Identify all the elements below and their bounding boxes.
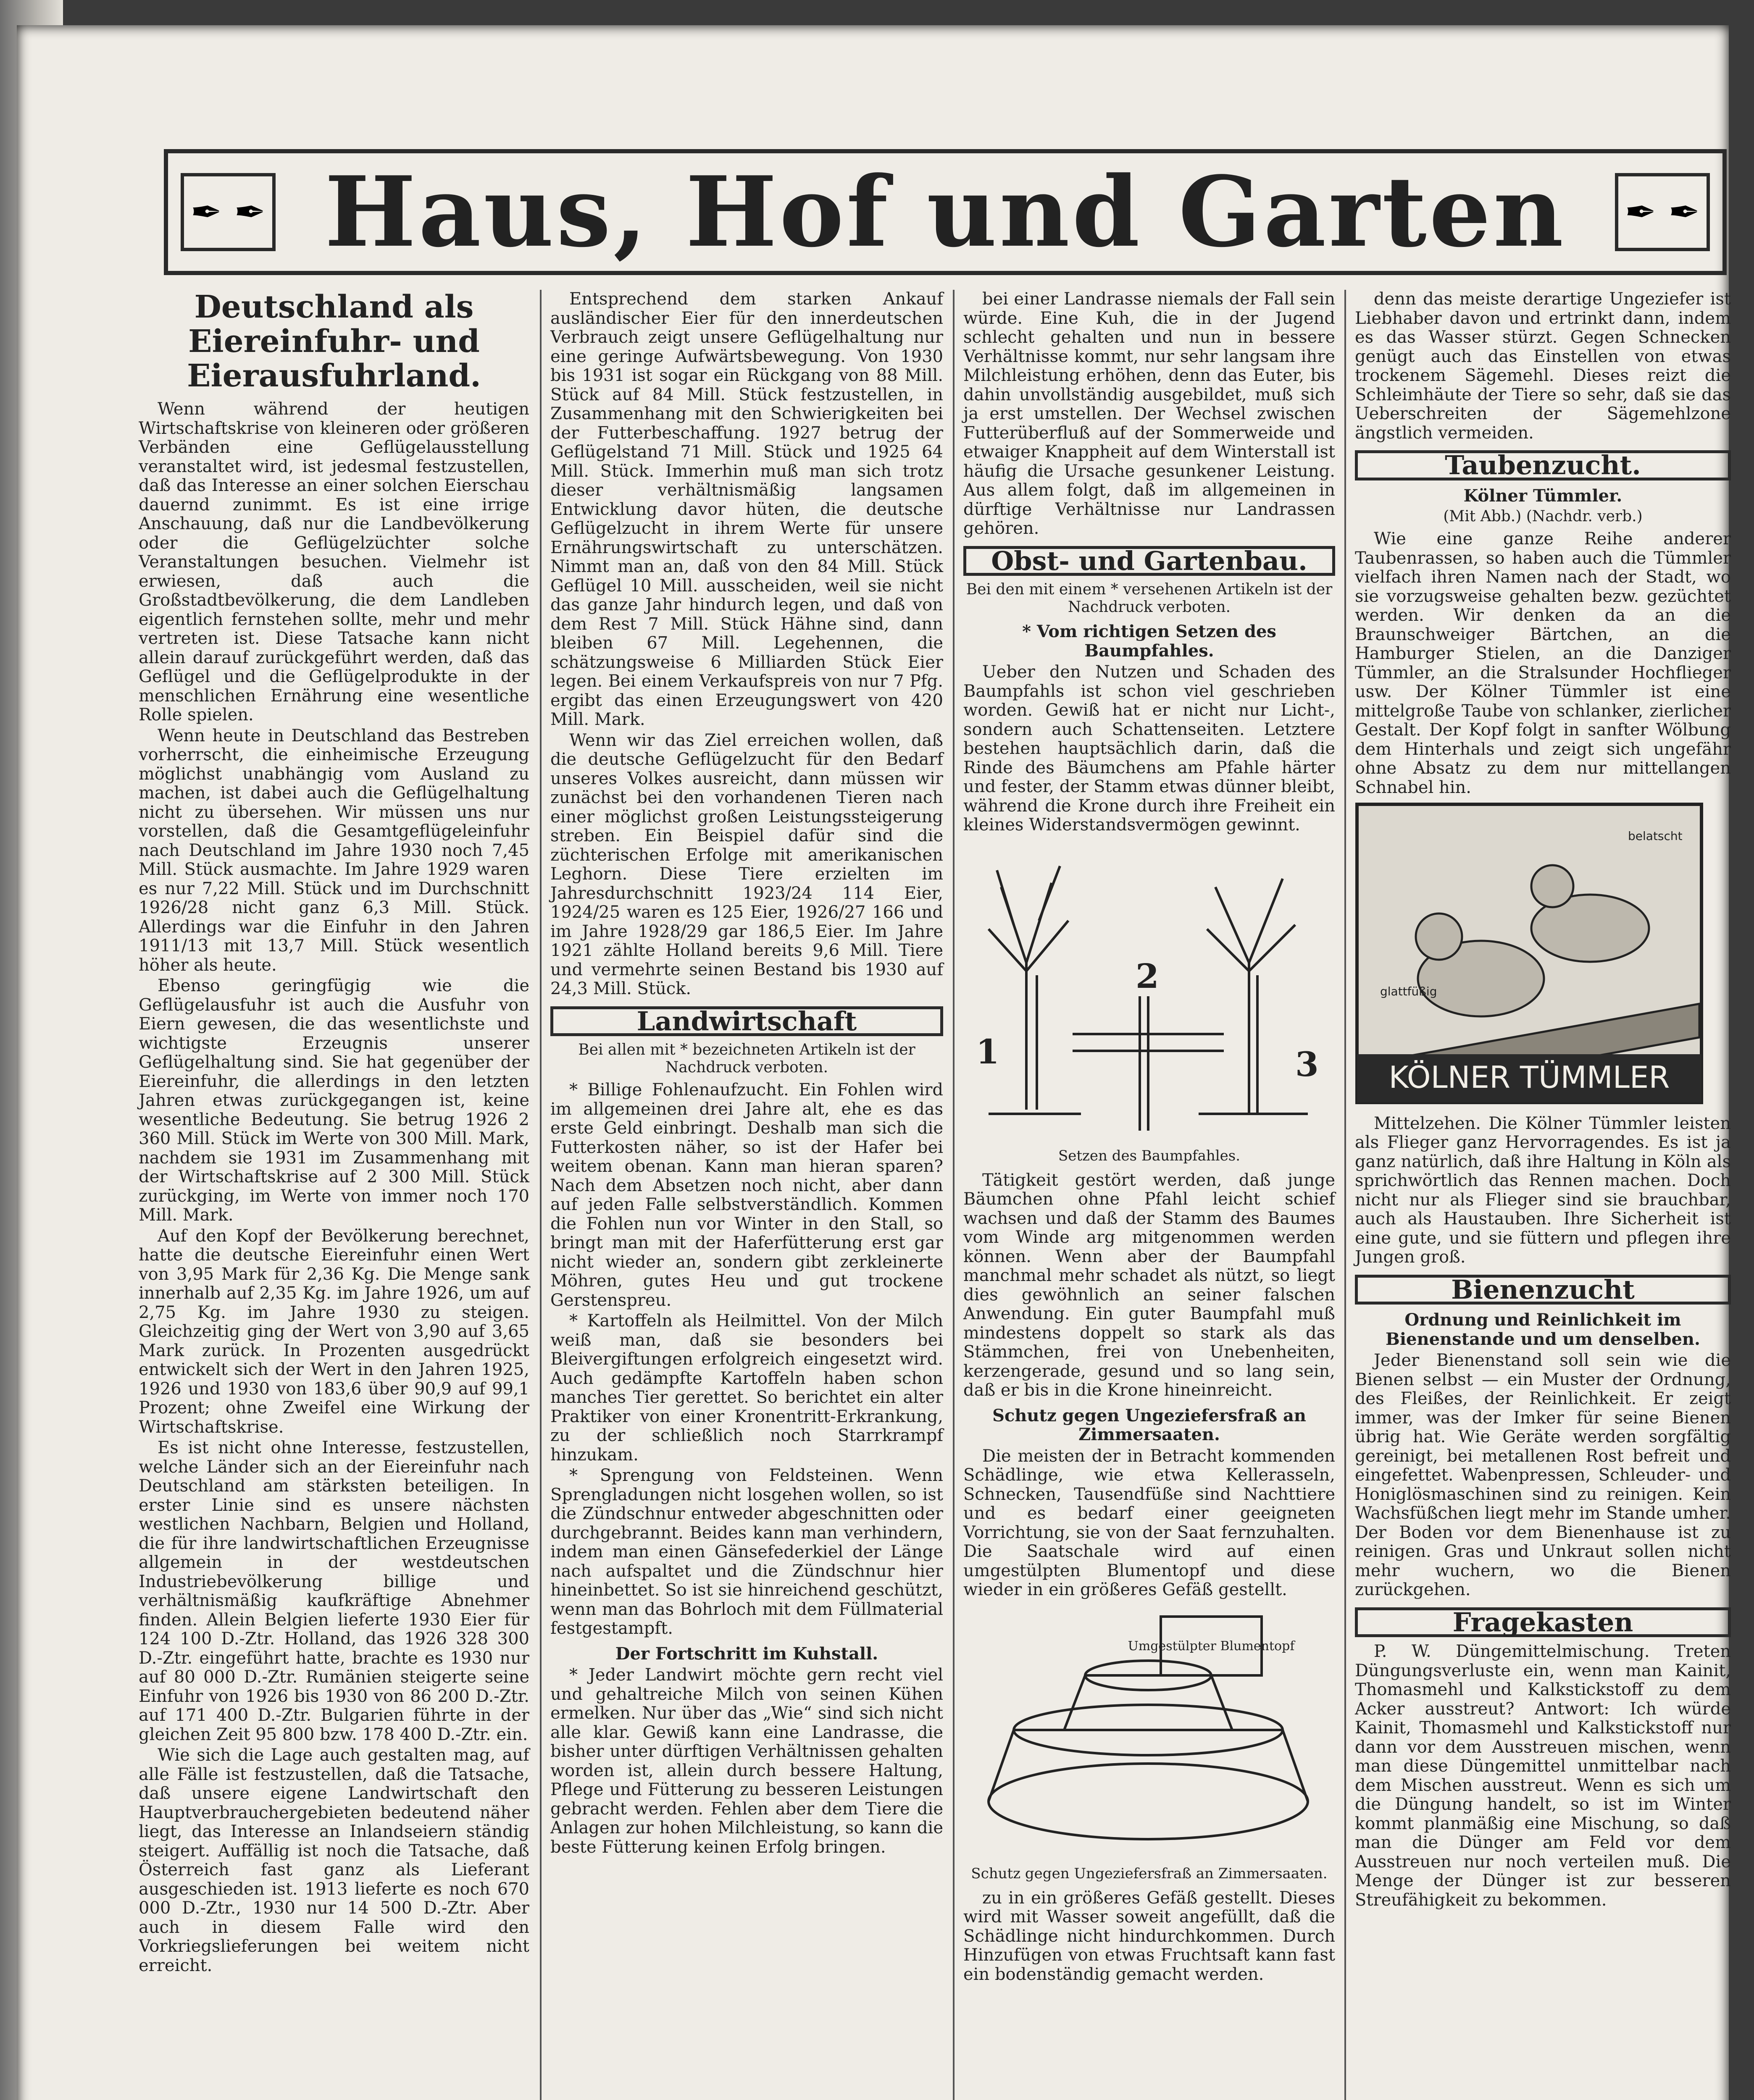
paragraph: * Billige Fohlenaufzucht. Ein Fohlen wird im allgemeinen drei Jahre alt, ehe es das erste Geld einbringt. Deshalb man sich die Futterkosten näher, so ist der Hafer bei weitem obenan. Kann man hieran sparen? Nach dem Absetzen noch nicht, aber dann auf jeden Falle selbstverständlich. Kommen die Fohlen nun vor Winter in den Stall, so bringt man mit der Haferfütterung erst gar nicht wieder an, sondern gibt zerkleinerte Möhren, gutes Heu und gut trockene Gerstenspreu. bbox=[550, 1080, 943, 1310]
paragraph: * Sprengung von Feldsteinen. Wenn Sprengladungen nicht losgehen wollen, so ist die Zündschnur entweder abgeschnitten oder durchgebrannt. Beides kann man verhindern, indem man einen Gänsefederkiel der Länge nach aufspaltet und die Zündschnur hier hineinbettet. So ist sie hinreichend geschützt, wenn man das Bohrloch mit dem Füllmaterial festgestampft. bbox=[550, 1466, 943, 1638]
paragraph: * Kartoffeln als Heilmittel. Von der Milch weiß man, daß sie besonders bei Bleivergiftungen erfolgreich eingesetzt wird. Auch gedämpfte Kartoffeln haben schon manches Tier gerettet. So berichtet ein alter Praktiker von einer Kronentritt-Erkrankung, zu der schließlich noch Starrkrampf hinzukam. bbox=[550, 1311, 943, 1465]
subheading: Kölner Tümmler. bbox=[1463, 486, 1623, 506]
paragraph: * Jeder Landwirt möchte gern recht viel und gehaltreiche Milch von seinen Kühen ermelken. Nur über das „Wie“ sind sich nicht alle klar. Gewiß kann eine Landrasse, die bisher unter dürftigen Verhältnissen gehalten worden ist, allein durch bessere Haltung, Pflege und Fütterung zu besseren Leistungen gebracht werden. Fehlen aber dem Tiere die Anlagen zur hohen Milchleistung, so kann die beste Fütterung keinen Erfolg bringen. bbox=[550, 1665, 943, 1857]
figure-number-2: 2 bbox=[1136, 956, 1159, 996]
paragraph: Mittelzehen. Die Kölner Tümmler leisten als Flieger ganz Hervorragendes. Es ist ja ganz natürlich, daß ihre Haltung in Köln als sprichwörtlich das Rennen machen. Doch nicht nur als Flieger sind sie brauchbar, auch als Haustauben. Ihre Sicherheit ist eine gute, und sie füttern und pflegen ihre Jungen groß. bbox=[1355, 1113, 1731, 1267]
section-header: Obst- und Gartenbau. bbox=[963, 546, 1335, 576]
column-3 bbox=[963, 290, 1335, 1986]
column-rule bbox=[1344, 290, 1346, 2100]
figure-pigeons bbox=[1355, 802, 1731, 1109]
column-2 bbox=[550, 290, 943, 1858]
paragraph: Wenn während der heutigen Wirtschaftskrise von kleineren oder größeren Verbänden eine Geflügelausstellung veranstaltet wird, ist jedesmal festzustellen, daß das Interesse an einer solchen Eierschau dauernd zunimmt. Es ist eine irrige Anschauung, daß nur die Landbevölkerung oder die Geflügelzüchter solche Veranstaltungen besuchen. Vielmehr ist erwiesen, daß auch die Großstadtbevölkerung, die dem Landleben eigentlich fernstehen sollte, mehr und mehr vertreten ist. Diese Tatsache kann nicht allein darauf zurückgeführt werden, daß das Geflügel und die Geflügelprodukte in der menschlichen Ernährung eine wesentliche Rolle spielen. bbox=[139, 399, 529, 724]
paragraph: Wenn heute in Deutschland das Bestreben vorherrscht, die einheimische Erzeugung möglichst unabhängig vom Ausland zu machen, ist dabei auch die Geflügelhaltung nicht zu übersehen. Wir müssen uns nur vorstellen, daß die Gesamtgeflügeleinfuhr nach Deutschland im Jahre 1930 noch 7,45 Mill. Stück ausmachte. Im Jahre 1929 waren es nur 7,22 Mill. Stück und im Durchschnitt 1926/28 nicht ganz 6,3 Mill. Stück. Allerdings war die Einfuhr in den Jahren 1911/13 mit 13,7 Mill. Stück wesentlich höher als heute. bbox=[139, 726, 529, 975]
column-rule bbox=[540, 290, 542, 2100]
section-header: Fragekasten bbox=[1355, 1607, 1731, 1638]
pot-label: Umgestülpter Blumentopf bbox=[1128, 1638, 1295, 1654]
paragraph: Wie sich die Lage auch gestalten mag, auf alle Fälle ist festzustellen, daß die Tatsache, daß unsere eigene Landwirtschaft den Hauptverbrauchergebieten bedeutend näher liegt, das Interesse an Inlandseiern ständig steigert. Auffällig ist noch die Tatsache, daß Österreich fast ganz als Lieferant ausgeschieden ist. 1913 lieferte es noch 670 000 D.-Ztr., 1930 nur 14 500 D.-Ztr. Aber auch in diesem Falle wird den Vorkriegslieferungen bei weitem nicht erreicht. bbox=[139, 1746, 529, 1975]
figure-tag: belatscht bbox=[1628, 829, 1683, 843]
masthead-ornament-right: ✒ ✒ bbox=[1615, 173, 1710, 251]
page-title: Haus, Hof und Garten bbox=[324, 155, 1566, 269]
paragraph: Auf den Kopf der Bevölkerung berechnet, hatte die deutsche Eiereinfuhr einen Wert von 3,95 Mark für 2,36 Kg. Die Menge sank innerhalb auf 2,35 Kg. im Jahre 1926, um auf 2,75 Kg. im Jahre 1930 zu steigen. Gleichzeitig ging der Wert von 3,90 auf 3,65 Mark zurück. In Prozenten ausgedrückt entwickelt sich der Wert in den Jahren 1925, 1926 und 1930 von 183,6 über 90,9 auf 99,1 Prozent; ohne Zweifel eine Wirkung der Wirtschaftskrise. bbox=[139, 1226, 529, 1437]
paragraph: Ueber den Nutzen und Schaden des Baumpfahls ist schon viel geschrieben worden. Gewiß hat er nicht nur Licht-, sondern auch Schattenseiten. Letztere bestehen hauptsächlich darin, daß die Rinde des Bäumchens am Pfahle härter und fester, der Stamm etwas dünner bleibt, während die Krone durch ihre Freiheit ein kleines Widerstandsvermögen gewinnt. bbox=[963, 662, 1335, 835]
reprint-note: Bei den mit einem * versehenen Artikeln ist der Nachdruck verboten. bbox=[966, 581, 1333, 616]
paragraph: Wie eine ganze Reihe anderer Taubenrassen, so haben auch die Tümmler vielfach ihren Namen nach der Stadt, wo sie vorzugsweise gehalten bezw. gezüchtet werden. Wir denken da an die Braunschweiger Bärtchen, an die Hamburger Stielen, an die Danziger Tümmler, an die Stralsunder Hochflieger usw. Der Kölner Tümmler ist eine mittelgroße Taube von schlanker, zierlicher Gestalt. Der Kopf folgt in sanfter Wölbung dem Hinterhals und zeigt sich ungefähr ohne Absatz zu dem nur mittellangen Schnabel hin. bbox=[1355, 529, 1731, 797]
subheading: Der Fortschritt im Kuhstall. bbox=[615, 1643, 878, 1664]
figure-tag: glattfüßig bbox=[1380, 984, 1437, 998]
paragraph: Wenn wir das Ziel erreichen wollen, daß die deutsche Geflügelzucht für den Bedarf unseres Volkes ausreicht, dann müssen wir zunächst bei den vorhandenen Tieren nach einer möglichst großen Leistungssteigerung streben. Ein Beispiel dafür sind die züchterischen Erfolge mit amerikanischen Leghorn. Diese Tiere erzielten im Jahresdurchschnitt 1923/24 114 Eier, 1924/25 waren es 125 Eier, 1926/27 166 und im Jahre 1928/29 gar 186,5 Eier. Im Jahre 1921 zählte Holland bereits 9,6 Mill. Tiere und vermehrte seinen Bestand bis 1930 auf 24,3 Mill. Stück. bbox=[550, 730, 943, 998]
paragraph: Tätigkeit gestört werden, daß junge Bäumchen ohne Pfahl leicht schief wachsen und daß der Stamm des Baumes vom Winde arg mitgenommen werden können. Wenn aber der Baumpfahl manchmal mehr schadet als nützt, so liegt dies gewöhnlich an seiner falschen Anwendung. Ein guter Baumpfahl muß mindestens doppelt so stark als das Stämmchen, frei von Unebenheiten, kerzengerade, gesund und so lang sein, daß er bis in die Krone hineinreicht. bbox=[963, 1170, 1335, 1400]
section-header: Bienenzucht bbox=[1355, 1275, 1731, 1305]
column-4 bbox=[1355, 290, 1731, 1911]
section-header: Taubenzucht. bbox=[1355, 450, 1731, 480]
paragraph: Entsprechend dem starken Ankauf ausländischer Eier für den innerdeutschen Verbrauch zeigt unsere Geflügelhaltung nur eine geringe Aufwärtsbewegung. Von 1930 bis 1931 ist sogar ein Rückgang von 88 Mill. Stück auf 84 Mill. Stück festzustellen, in Zusammenhang mit den Schwierigkeiten bei der Futterbeschaffung. 1927 betrug der Geflügelstand 71 Mill. Stück und 1925 64 Mill. Stück. Immerhin muß man sich trotz dieser verhältnismäßig langsamen Entwicklung davor hüten, die deutsche Geflügelzucht in ihrem Werte für unsere Ernährungswirtschaft zu unterschätzen. Nimmt man an, daß von den 84 Mill. Stück Geflügel 10 Mill. ausscheiden, weil sie nicht das ganze Jahr hindurch legen, und daß von dem Rest 7 Mill. Stück Hähne sind, dann bleiben 67 Mill. Legehennen, die schätzungsweise 6 Milliarden Stück Eier legen. Bei einem Verkaufspreis von nur 7 Pfg. ergibt das einen Erzeugungswert von 420 Mill. Mark. bbox=[550, 289, 943, 729]
paragraph: bei einer Landrasse niemals der Fall sein würde. Eine Kuh, die in der Jugend schlecht gehalten und nun in bessere Verhältnisse kommt, nur sehr langsam ihre Milchleistung erhöhen, denn das Euter, bis dahin unvollständig ausgebildet, muß sich ja erst umstellen. Der Wechsel zwischen Futterüberfluß auf der Sommerweide und etwaiger Knappheit auf dem Winterstall ist häufig die Ursache gesunkener Leistung. Aus allem folgt, daß im allgemeinen in dürftige Verhältnisse nur Landrassen gehören. bbox=[963, 289, 1335, 538]
paragraph: Jeder Bienenstand soll sein wie die Bienen selbst — ein Muster der Ordnung, des Fleißes, der Reinlichkeit. Er zeigt immer, was der Imker für seine Bienen übrig hat. Wie Geräte werden sorgfältig gereinigt, bei metallenen Rost befreit und eingefettet. Wabenpressen, Schleuder- und Honiglösmaschinen sind zu reinigen. Kein Wachsfüßchen liegt mehr im Stande umher. Der Boden vor dem Bienenhause ist zu reinigen. Gras und Unkraut sollen nicht mehr wuchern, wo die Bienen zurückgehen. bbox=[1355, 1351, 1731, 1599]
column-1 bbox=[139, 290, 529, 1977]
figure-number-3: 3 bbox=[1295, 1044, 1319, 1084]
paragraph: Es ist nicht ohne Interesse, festzustellen, welche Länder sich an der Eiereinfuhr nach Deutschland am stärksten beteiligen. In erster Linie sind es unsere nächsten westlichen Nachbarn, Belgien und Holland, die für ihre landwirtschaftlichen Erzeugnisse allgemein in der westdeutschen Industriebevölkerung billige und verhältnismäßig kaufkräftige Abnehmer finden. Allein Belgien lieferte 1930 Eier für 124 100 D.-Ztr. Holland, das 1926 328 300 D.-Ztr. eingeführt hatte, brachte es 1930 nur auf 80 000 D.-Ztr. Rumänien steigerte seine Einfuhr von 1926 bis 1930 von 86 200 D.-Ztr. auf 171 400 D.-Ztr. Bulgarien führte in der gleichen Zeit 95 800 bzw. 178 400 D.-Ztr. ein. bbox=[139, 1438, 529, 1744]
figure-number-1: 1 bbox=[976, 1032, 999, 1071]
reprint-note: Bei allen mit * bezeichneten Artikeln ist der Nachdruck verboten. bbox=[578, 1041, 915, 1076]
figure-caption: Setzen des Baumpfahles. bbox=[1058, 1147, 1241, 1164]
subheading: Schutz gegen Ungeziefersfraß an Zimmersaaten. bbox=[992, 1405, 1306, 1444]
paragraph: P. W. Düngemittelmischung. Treten Düngungsverluste ein, wenn man Kainit, Thomasmehl und Kalkstickstoff zu dem Acker ausstreut? Antwort: Ich würde Kainit, Thomasmehl und Kalkstickstoff nur dann vor dem Ausstreuen mischen, wenn man diese Düngemittel unmittelbar nach dem Mischen ausstreut. Wenn es sich um die Düngung handelt, so ist im Winter kommt planmäßig eine Mischung, so daß man die Dünger am Feld vor dem Ausstreuen nur noch verteilen muß. Die Menge der Dünger ist zur besseren Streufähigkeit zu bekommen. bbox=[1355, 1642, 1731, 1910]
masthead bbox=[164, 149, 1727, 275]
figure-label: KÖLNER TÜMMLER bbox=[1388, 1060, 1670, 1095]
tree-stake-illustration bbox=[963, 837, 1335, 1139]
paragraph: denn das meiste derartige Ungeziefer ist Liebhaber davon und ertrinkt dann, indem es das Wasser stürzt. Gegen Schnecken genügt auch das Einstellen von etwas trockenem Sägemehl. Dieses reizt die Schleimhäute der Tiere so sehr, daß sie das Ueberschreiten der Sägemehlzone ängstlich vermeiden. bbox=[1355, 289, 1731, 443]
figure-flower-pot bbox=[963, 1604, 1335, 1861]
paragraph: zu in ein größeres Gefäß gestellt. Dieses wird mit Wasser soweit angefüllt, daß die Schädlinge nicht hindurchkommen. Durch Hinzufügen von etwas Fruchtsaft kann fast ein bodenständig gemacht werden. bbox=[963, 1888, 1335, 1984]
pigeon-illustration bbox=[1355, 802, 1704, 1105]
figure-caption: Schutz gegen Ungeziefersfraß an Zimmersaaten. bbox=[971, 1865, 1328, 1882]
section-header: Landwirtschaft bbox=[550, 1006, 943, 1037]
subheading: * Vom richtigen Setzen des Baumpfahles. bbox=[1022, 622, 1276, 661]
paragraph: Ebenso geringfügig wie die Geflügelausfuhr ist auch die Ausfuhr von Eiern gewesen, die das wesentlichste und wichtigste Erzeugnis unserer Geflügelhaltung sind. Sie hat gegenüber der Eiereinfuhr, die allerdings in den letzten Jahren etwas zurückgegangen ist, keine wesentliche Bedeutung. Sie betrug 1926 2 360 Mill. Stück im Werte von 300 Mill. Mark, nachdem sie 1931 im Zusammenhang mit der Wirtschaftskrise auf 2 300 Mill. Stück zurückging, im Werte von immer noch 170 Mill. Mark. bbox=[139, 976, 529, 1225]
paragraph: Die meisten der in Betracht kommenden Schädlinge, wie etwa Kellerasseln, Schnecken, Tausendfüße sind Nachttiere und es bedarf einer geeigneten Vorrichtung, sie von der Saat fernzuhalten. Die Saatschale wird auf einen umgestülpten Blumentopf und diese wieder in ein größeres Gefäß gestellt. bbox=[963, 1446, 1335, 1599]
article-title: Deutschland als Eiereinfuhr- und Eierausfuhrland. bbox=[187, 289, 481, 394]
reprint-note: (Mit Abb.) (Nachdr. verb.) bbox=[1443, 508, 1643, 525]
masthead-ornament-left: ✒ ✒ bbox=[181, 173, 276, 251]
flower-pot-illustration bbox=[963, 1604, 1335, 1856]
figure-tree-stakes bbox=[963, 837, 1335, 1144]
column-rule bbox=[953, 290, 955, 2100]
subheading: Ordnung und Reinlichkeit im Bienenstande und um denselben. bbox=[1386, 1310, 1700, 1349]
